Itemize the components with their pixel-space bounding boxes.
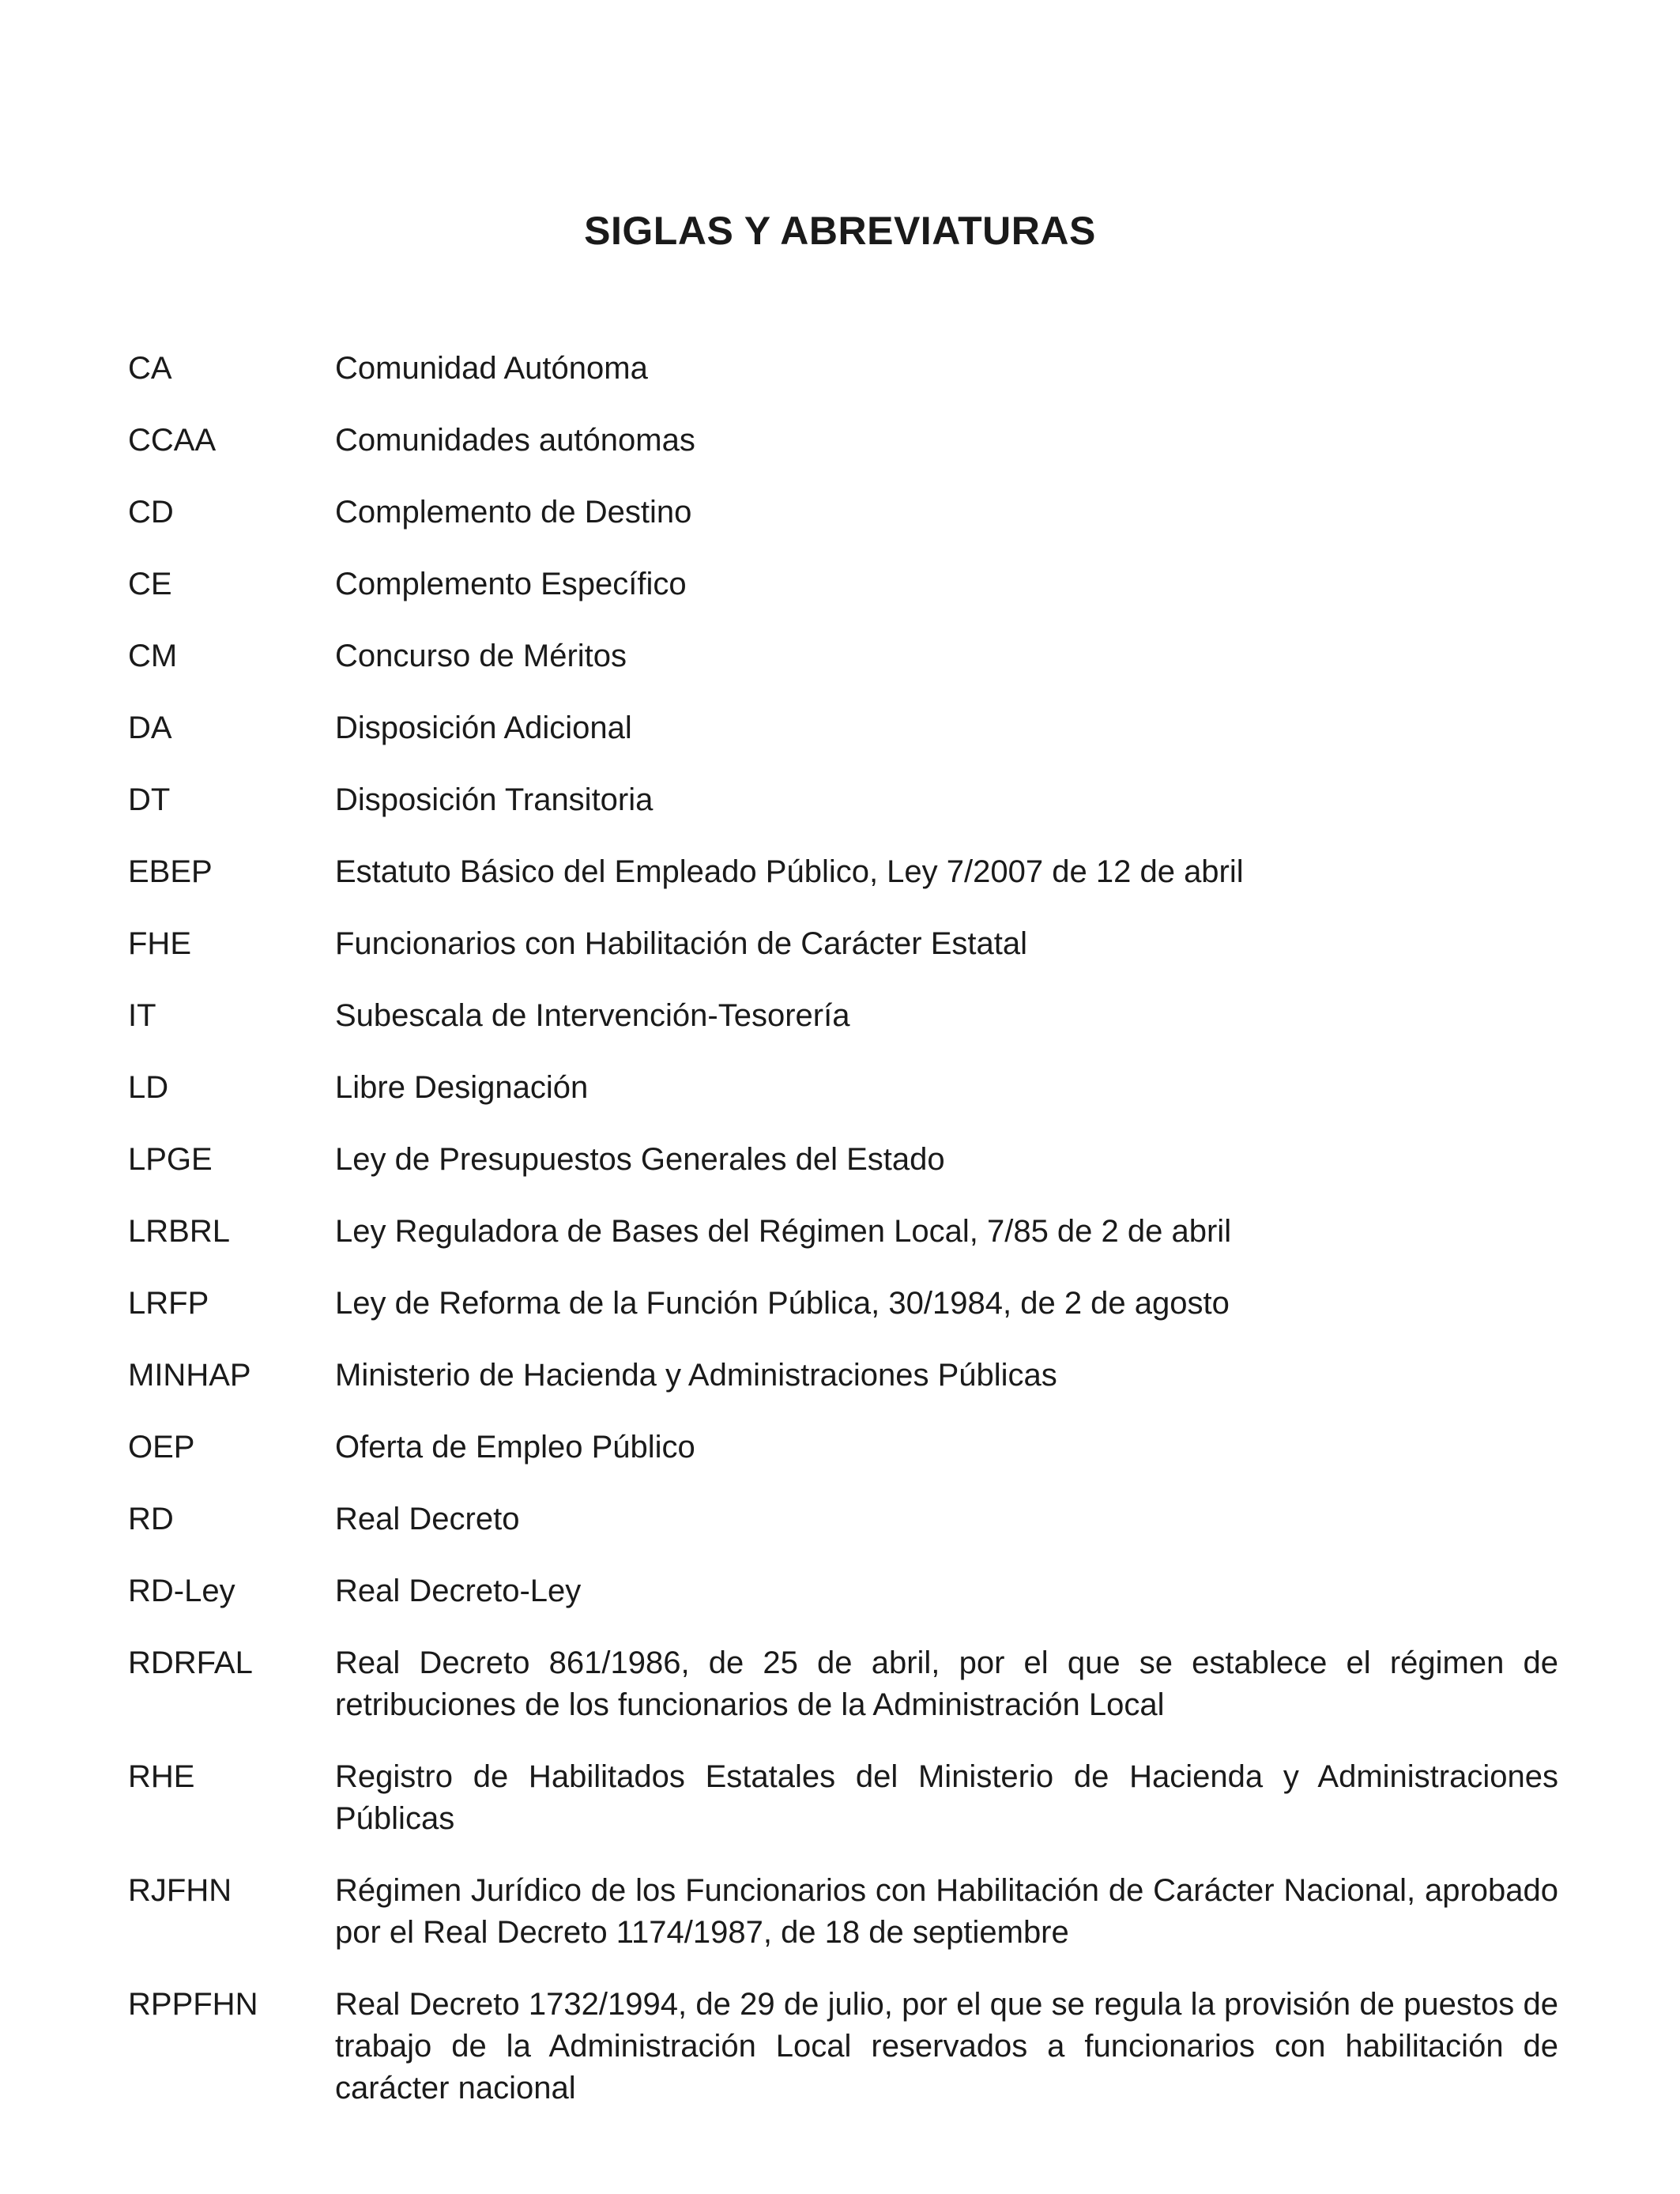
list-item: [128, 1139, 1558, 1181]
list-item: [128, 1283, 1558, 1325]
list-item: [128, 707, 1558, 749]
abbreviation-description: Ley de Reforma de la Función Pública, 30/1984, de 2 de agosto: [335, 1286, 1230, 1321]
abbreviation: RDRFAL: [128, 1646, 253, 1680]
abbreviation: OEP: [128, 1430, 195, 1465]
abbreviation: LRBRL: [128, 1214, 230, 1249]
list-item: [128, 779, 1558, 821]
abbreviation: RD-Ley: [128, 1574, 235, 1608]
abbreviation: LPGE: [128, 1142, 213, 1177]
abbreviation: CD: [128, 495, 174, 530]
abbreviation: RD: [128, 1502, 174, 1536]
list-item: [128, 851, 1558, 893]
list-item: [128, 635, 1558, 677]
list-item: [128, 1355, 1558, 1397]
abbreviation: IT: [128, 998, 156, 1033]
abbreviation-description: Comunidad Autónoma: [335, 351, 648, 386]
abbreviation-description: Ley Reguladora de Bases del Régimen Local, 7/85 de 2 de abril: [335, 1214, 1232, 1249]
abbreviation: CE: [128, 567, 172, 601]
page-title: SIGLAS Y ABREVIATURAS: [584, 209, 1096, 253]
list-item: [128, 995, 1558, 1037]
list-item: [128, 492, 1558, 533]
abbreviation-description: Disposición Adicional: [335, 711, 632, 745]
abbreviation-description: Libre Designación: [335, 1070, 589, 1105]
list-item: [128, 1570, 1558, 1612]
list-item: [128, 1211, 1558, 1253]
list-item: [128, 348, 1558, 390]
abbreviation: DT: [128, 782, 171, 817]
abbreviation: LRFP: [128, 1286, 209, 1321]
abbreviation-description: Disposición Transitoria: [335, 782, 654, 817]
abbreviation: FHE: [128, 926, 191, 961]
list-item: [128, 564, 1558, 605]
abbreviation-description: Real Decreto 861/1986, de 25 de abril, por el que se establece el régimen de retribuciones de los funcionarios de la Administración Local: [335, 1646, 1558, 1722]
list-item: [128, 1870, 1558, 1954]
abbreviation: CM: [128, 639, 178, 673]
abbreviation-description: Ley de Presupuestos Generales del Estado: [335, 1142, 945, 1177]
abbreviation: RJFHN: [128, 1873, 232, 1908]
abbreviation-description: Real Decreto: [335, 1502, 520, 1536]
list-item: [128, 1498, 1558, 1540]
abbreviation-description: Estatuto Básico del Empleado Público, Ley 7/2007 de 12 de abril: [335, 854, 1244, 889]
list-item: [128, 1067, 1558, 1109]
abbreviation-description: Régimen Jurídico de los Funcionarios con Habilitación de Carácter Nacional, aprobado por el Real Decreto 1174/1987, de 18 de septiembre: [335, 1873, 1558, 1950]
abbreviation-description: Funcionarios con Habilitación de Carácter Estatal: [335, 926, 1027, 961]
abbreviation: MINHAP: [128, 1358, 251, 1393]
abbreviation-description: Subescala de Intervención-Tesorería: [335, 998, 850, 1033]
abbreviations-list: [128, 348, 1558, 2139]
abbreviation-description: Registro de Habilitados Estatales del Ministerio de Hacienda y Administraciones Públicas: [335, 1759, 1558, 1836]
abbreviation-description: Oferta de Empleo Público: [335, 1430, 695, 1465]
abbreviation: LD: [128, 1070, 169, 1105]
abbreviation-description: Comunidades autónomas: [335, 423, 695, 458]
abbreviation-description: Ministerio de Hacienda y Administraciones Públicas: [335, 1358, 1057, 1393]
list-item: [128, 1427, 1558, 1468]
abbreviation: RHE: [128, 1759, 195, 1794]
abbreviation: DA: [128, 711, 172, 745]
list-item: [128, 420, 1558, 462]
abbreviation: EBEP: [128, 854, 213, 889]
abbreviation-description: Complemento de Destino: [335, 495, 692, 530]
abbreviation: CCAA: [128, 423, 217, 458]
list-item: [128, 1984, 1558, 2109]
abbreviation: RPPFHN: [128, 1987, 258, 2022]
list-item: [128, 1756, 1558, 1840]
abbreviation-description: Real Decreto-Ley: [335, 1574, 582, 1608]
list-item: [128, 1642, 1558, 1726]
abbreviation-description: Complemento Específico: [335, 567, 687, 601]
abbreviation: CA: [128, 351, 172, 386]
abbreviation-description: Concurso de Méritos: [335, 639, 627, 673]
abbreviation-description: Real Decreto 1732/1994, de 29 de julio, por el que se regula la provisión de puestos de trabajo de la Administración Local reservados a funcionarios con habilitación de carácter nacional: [335, 1987, 1558, 2105]
list-item: [128, 923, 1558, 965]
